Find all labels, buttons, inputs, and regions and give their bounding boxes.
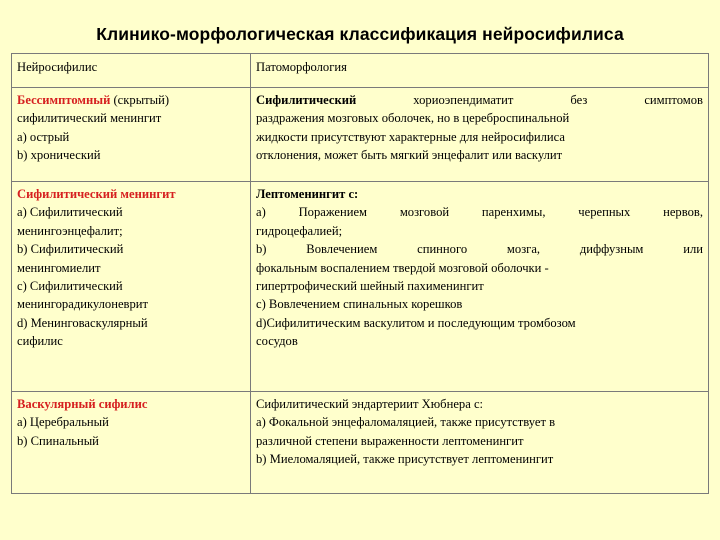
cell-form [12, 88, 251, 182]
cell-pathology [251, 182, 709, 392]
table-row [12, 88, 709, 182]
pathology-line: d)Сифилитическим васкулитом и последующим тромбозом [256, 315, 576, 330]
form-line: b) хронический [17, 148, 101, 163]
form-line: c) Сифилитический [17, 279, 123, 294]
form-line: сифилис [17, 334, 63, 349]
pathology-lead: Сифилитический эндартериит Хюбнера с: [256, 397, 484, 411]
pathology-line: b) Вовлечением спинного мозга, диффузным или [256, 242, 703, 257]
form-highlight: Сифилитический менингит [17, 187, 176, 201]
form-line: d) Менинговаскулярный [17, 315, 148, 330]
pathology-line: гипертрофический шейный пахименингит [256, 279, 484, 294]
form-line: сифилитический менингит [17, 111, 162, 126]
form-line: a) Церебральный [17, 415, 109, 430]
form-line: b) Спинальный [17, 433, 99, 448]
pathology-line: c) Вовлечением спинальных корешков [256, 297, 463, 312]
form-line: a) острый [17, 129, 70, 144]
pathology-line: b) Миеломаляцией, также присутствует лептоменингит [256, 452, 554, 467]
pathology-line: сосудов [256, 334, 298, 349]
cell-form [12, 182, 251, 392]
form-line: менингорадикулоневрит [17, 297, 149, 312]
header-pathomorphology: Патоморфология [251, 54, 709, 88]
form-rest: (скрытый) [110, 93, 170, 107]
pathology-line: a) Поражением мозговой паренхимы, черепных нервов, [256, 205, 703, 220]
table-row [12, 182, 709, 392]
classification-table [11, 53, 709, 494]
form-line: b) Сифилитический [17, 242, 124, 257]
pathology-line: фокальным воспалением твердой мозговой оболочки - [256, 260, 549, 275]
pathology-line: Сифилитический хориоэпендиматит без симптомов [256, 93, 703, 107]
pathology-line: раздражения мозговых оболочек, но в цереброспинальной [256, 111, 570, 126]
table-header-row [12, 54, 709, 88]
cell-pathology [251, 392, 709, 494]
form-line: a) Сифилитический [17, 205, 123, 220]
pathology-lead: Сифилитический [256, 93, 357, 107]
pathology-line: жидкости присутствуют характерные для нейросифилиса [256, 129, 565, 144]
table-row [12, 392, 709, 494]
page-title: Клинико-морфологическая классификация нейросифилиса [96, 24, 624, 44]
form-highlight: Васкулярный сифилис [17, 397, 148, 411]
form-name [17, 91, 245, 109]
header-neurosyphilis: Нейросифилис [12, 54, 251, 88]
pathology-line: a) Фокальной энцефаломаляцией, также присутствует в [256, 415, 556, 430]
form-highlight: Бессимптомный [17, 93, 111, 107]
cell-form [12, 392, 251, 494]
pathology-line: отклонения, может быть мягкий энцефалит или васкулит [256, 148, 563, 163]
form-line: менингомиелит [17, 260, 101, 275]
form-line: менингоэнцефалит; [17, 223, 123, 238]
pathology-line: различной степени выраженности лептоменингит [256, 433, 524, 448]
pathology-lead: Лептоменингит с: [256, 187, 359, 201]
cell-pathology [251, 88, 709, 182]
pathology-line: гидроцефалией; [256, 223, 343, 238]
